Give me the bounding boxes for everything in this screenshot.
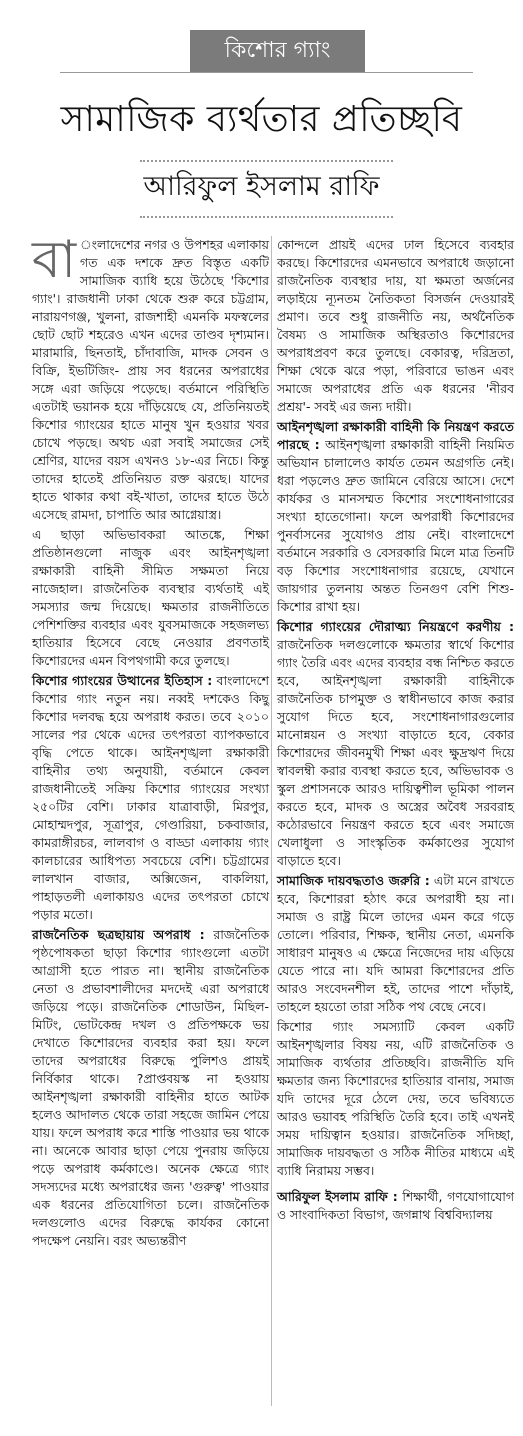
- subheading: কিশোর গ্যাংয়ের উত্থানের ইতিহাস :: [32, 673, 213, 688]
- section-tag: কিশোর গ্যাং: [190, 30, 365, 72]
- subheading: কিশোর গ্যাংয়ের দৌরাত্ম্য নিয়ন্ত্রণে করণীয় :: [277, 619, 514, 634]
- paragraph-text: আইনশৃঙ্খলা রক্ষাকারী বাহিনী নিয়মিত অভিযান চালালেও কার্যত তেমন অগ্রগতি নেই। ধরা পড়লেও দ্রুত জামিনে বেরিয়ে আসে। দেশে কার্যকর ও মানসম্মত কিশোর সংশোধনাগারের সংখ্যা হাতেগোনা। ফলে অপরাধী কিশোরদের পুনর্বাসনের সুযোগও প্রায় নেই। বাংলাদেশে বর্তমানে সরকারি ও বেসরকারি মিলে মাত্র তিনটি বড় কিশোর সংশোধনাগার রয়েছে, যেখানে জায়গার তুলনায় অন্তত তিনগুণ বেশি শিশু-কিশোর রাখা হয়।: [277, 437, 514, 614]
- author-bio-text: শিক্ষার্থী, গণযোগাযোগ ও সাংবাদিকতা বিভাগ, জগন্নাথ বিশ্ববিদ্যালয়: [277, 1189, 515, 1222]
- subheading: সামাজিক দায়বদ্ধতাও জরুরি :: [277, 873, 430, 888]
- dotted-divider-bottom: [140, 216, 393, 218]
- article-column-left: [32, 230, 269, 1252]
- byline: আরিফুল ইসলাম রাফি: [143, 171, 380, 202]
- article-column-right: [277, 236, 514, 1226]
- column-divider: [271, 236, 272, 1406]
- subheading: রাজনৈতিক ছত্রছায়ায় অপরাধ :: [32, 927, 205, 942]
- subheading: আইনশৃঙ্খলা রক্ষাকারী বাহিনী কি নিয়ন্ত্রণ করতে পারছে :: [277, 419, 514, 452]
- dropcap: বা: [32, 230, 77, 290]
- paragraph: [32, 230, 269, 524]
- paragraph-text: রাজনৈতিক দলগুলোকে ক্ষমতার স্বার্থে কিশোর গ্যাং তৈরি এবং এদের ব্যবহার বন্ধ নিশ্চিত করতে হবে, আইনশৃঙ্খলা রক্ষাকারী বাহিনীকে রাজনৈতিক চাপমুক্ত ও স্বাধীনভাবে কাজ করার সুযোগ দিতে হবে, সংশোধনাগারগুলোর মানোন্নয়ন ও সংখ্যা বাড়াতে হবে, বেকার কিশোরদের জীবনমুখী শিক্ষা এবং ক্ষুদ্রঋণ দিয়ে স্বাবলম্বী করার ব্যবস্থা করতে হবে, অভিভাবক ও স্কুল প্রশাসনকে আরও দায়িত্বশীল ভূমিকা পালন করতে হবে, মাদক ও অস্ত্রের অবৈধ সরবরাহ কঠোরভাবে নিয়ন্ত্রণ করতে হবে এবং সমাজে খেলাধুলা ও সাংস্কৃতিক কর্মকাণ্ডের সুযোগ বাড়াতে হবে।: [277, 637, 514, 868]
- paragraph: এ ছাড়া অভিভাবকরা আতঙ্কে, শিক্ষা প্রতিষ্ঠানগুলো নাজুক এবং আইনশৃঙ্খলা রক্ষাকারী বাহিনী সীমিত সক্ষমতা নিয়ে নাজেহাল। রাজনৈতিক ব্যবস্থার ব্যর্থতাই এই সমস্যার জন্ম দিয়েছে। ক্ষমতার রাজনীতিতে পেশিশক্তির ব্যবহার এবং যুবসমাজকে সহজলভ্য হাতিয়ার হিসেবে বেছে নেওয়ার প্রবণতাই কিশোরদের এমন বিপথগামী করে তুলছে।: [32, 527, 269, 668]
- author-bio: [277, 1188, 514, 1224]
- paragraph-text: ংলাদেশের নগর ও উপশহর এলাকায় গত এক দশকে দ্রুত বিস্তৃত একটি সামাজিক ব্যাধি হয়ে উঠেছে 'কিশোর গ্যাং'। রাজধানী ঢাকা থেকে শুরু করে চট্টগ্রাম, নারায়ণগঞ্জ, খুলনা, রাজশাহী এমনকি মফস্বলের ছোট ছোট শহরেও এখন এদের তাণ্ডব দৃশ্যমান। মারামারি, ছিনতাই, চাঁদাবাজি, মাদক সেবন ও বিক্রি, ইভটিজিং- প্রায় সব ধরনের অপরাধের সঙ্গে এরা জড়িয়ে পড়েছে। বর্তমানে পরিস্থিতি এতটাই ভয়ানক হয়ে দাঁড়িয়েছে যে, প্রতিনিয়তই কিশোর গ্যাংয়ের হাতে মানুষ খুন হওয়ার খবর চোখে পড়ছে। অথচ এরা সবাই সমাজের সেই শ্রেণির, যাদের বয়স এখনও ১৮-এর নিচে। কিন্তু তাদের হাতেই প্রতিনিয়ত রক্ত ঝরছে। যাদের হাতে থাকার কথা বই-খাতা, তাদের হাতে উঠে এসেছে রামদা, চাপাতি আর আগ্নেয়াস্ত্র।: [32, 237, 269, 522]
- section-rule: [60, 72, 473, 73]
- paragraph: কোন্দলে প্রায়ই এদের ঢাল হিসেবে ব্যবহার করছে। কিশোরদের এমনভাবে অপরাধে জড়ানো রাজনৈতিক ব্যবস্থার দায়, যা ক্ষমতা অর্জনের লড়াইয়ে ন্যূনতম নৈতিকতা বিসর্জন দেওয়ারই প্রমাণ। তবে শুধু রাজনীতি নয়, অর্থনৈতিক বৈষম্য ও সামাজিক অস্থিরতাও কিশোরদের অপরাধপ্রবণ করে তুলছে। বেকারত্ব, দরিদ্রতা, শিক্ষা থেকে ঝরে পড়া, পরিবারে ভাঙন এবং সমাজে অপরাধের প্রতি এক ধরনের 'নীরব প্রশ্রয়'- সবই এর জন্য দায়ী।: [277, 237, 514, 414]
- dotted-divider-top: [140, 160, 393, 162]
- headline: সামাজিক ব্যর্থতার প্রতিচ্ছবি: [60, 99, 463, 140]
- paragraph-text: এটা মনে রাখতে হবে, কিশোররা হঠাৎ করে অপরাধী হয় না। সমাজ ও রাষ্ট্র মিলে তাদের এমন করে গড়ে তোলে। পরিবার, শিক্ষক, স্থানীয় নেতা, এমনকি সাধারণ মানুষও এ ক্ষেত্রে নিজেদের দায় এড়িয়ে যেতে পারে না। যদি আমরা কিশোরদের প্রতি আরও সংবেদনশীল হই, তাদের পাশে দাঁড়াই, তাহলে হয়তো তারা সঠিক পথ বেছে নেবে।: [277, 873, 514, 1014]
- paragraph-text: বাংলাদেশে কিশোর গ্যাং নতুন নয়। নব্বই দশকেও কিছু কিশোর দলবদ্ধ হয়ে অপরাধ করত। তবে ২০১০ সালের পর থেকে এদের তৎপরতা ব্যাপকভাবে বৃদ্ধি পেতে থাকে। আইনশৃঙ্খলা রক্ষাকারী বাহিনীর তথ্য অনুযায়ী, বর্তমানে কেবল রাজধানীতেই সক্রিয় কিশোর গ্যাংয়ের সংখ্যা ২৫০টির বেশি। ঢাকার যাত্রাবাড়ী, মিরপুর, মোহাম্মদপুর, সূত্রাপুর, গেণ্ডারিয়া, চকবাজার, কামরাঙ্গীরচর, লালবাগ ও বাড্ডা এলাকায় গ্যাং কালচারের আধিপত্য সবচেয়ে বেশি। চট্টগ্রামের লালখান বাজার, অক্সিজেন, বাকলিয়া, পাহাড়তলী এলাকায়ও এদের তৎপরতা চোখে পড়ার মতো।: [32, 673, 269, 922]
- author-bio-name: আরিফুল ইসলাম রাফি :: [277, 1189, 398, 1204]
- paragraph: কিশোর গ্যাং সমস্যাটি কেবল একটি আইনশৃঙ্খলার বিষয় নয়, এটি রাজনৈতিক ও সামাজিক ব্যর্থতার প্রতিচ্ছবি। রাজনীতি যদি ক্ষমতার জন্য কিশোরদের হাতিয়ার বানায়, সমাজ যদি তাদের দূরে ঠেলে দেয়, তবে ভবিষ্যতে আরও ভয়াবহ পরিস্থিতি তৈরি হবে। তাই এখনই সময় দায়িত্বান হওয়ার। রাজনৈতিক সদিচ্ছা, সামাজিক দায়বদ্ধতা ও সঠিক নীতির মাধ্যমে এই ব্যাধি নিরাময় সম্ভব।: [277, 1019, 514, 1178]
- paragraph-text: রাজনৈতিক পৃষ্ঠপোষকতা ছাড়া কিশোর গ্যাংগুলো এতটা আগ্রাসী হতে পারত না। স্থানীয় রাজনৈতিক নেতা ও প্রভাবশালীদের মদদেই এরা অপরাধে জড়িয়ে পড়ে। রাজনৈতিক শোডাউন, মিছিল-মিটিং, ভোটকেন্দ্র দখল ও প্রতিপক্ষকে ভয় দেখাতে কিশোরদের ব্যবহার করা হয়। ফলে তাদের অপরাধের বিরুদ্ধে পুলিশও প্রায়ই নির্বিকার থাকে। ?প্রাপ্তবয়স্ক না হওয়ায় আইনশৃঙ্খলা রক্ষাকারী বাহিনীর হাতে আটক হলেও আদালত থেকে তারা সহজে জামিন পেয়ে যায়। ফলে অপরাধ করে শাস্তি পাওয়ার ভয় থাকে না। অনেকে আবার ছাড়া পেয়ে পুনরায় জড়িয়ে পড়ে অপরাধ কর্মকাণ্ডে। অনেক ক্ষেত্রে গ্যাং সদস্যদের মধ্যে অপরাধের জন্য 'গুরুত্ব' পাওয়ার এক ধরনের প্রতিযোগিতা চলে। রাজনৈতিক দলগুলোও এদের বিরুদ্ধে কার্যকর কোনো পদক্ষেপ নেয়নি। বরং অভ্যন্তরীণ: [32, 927, 269, 1248]
